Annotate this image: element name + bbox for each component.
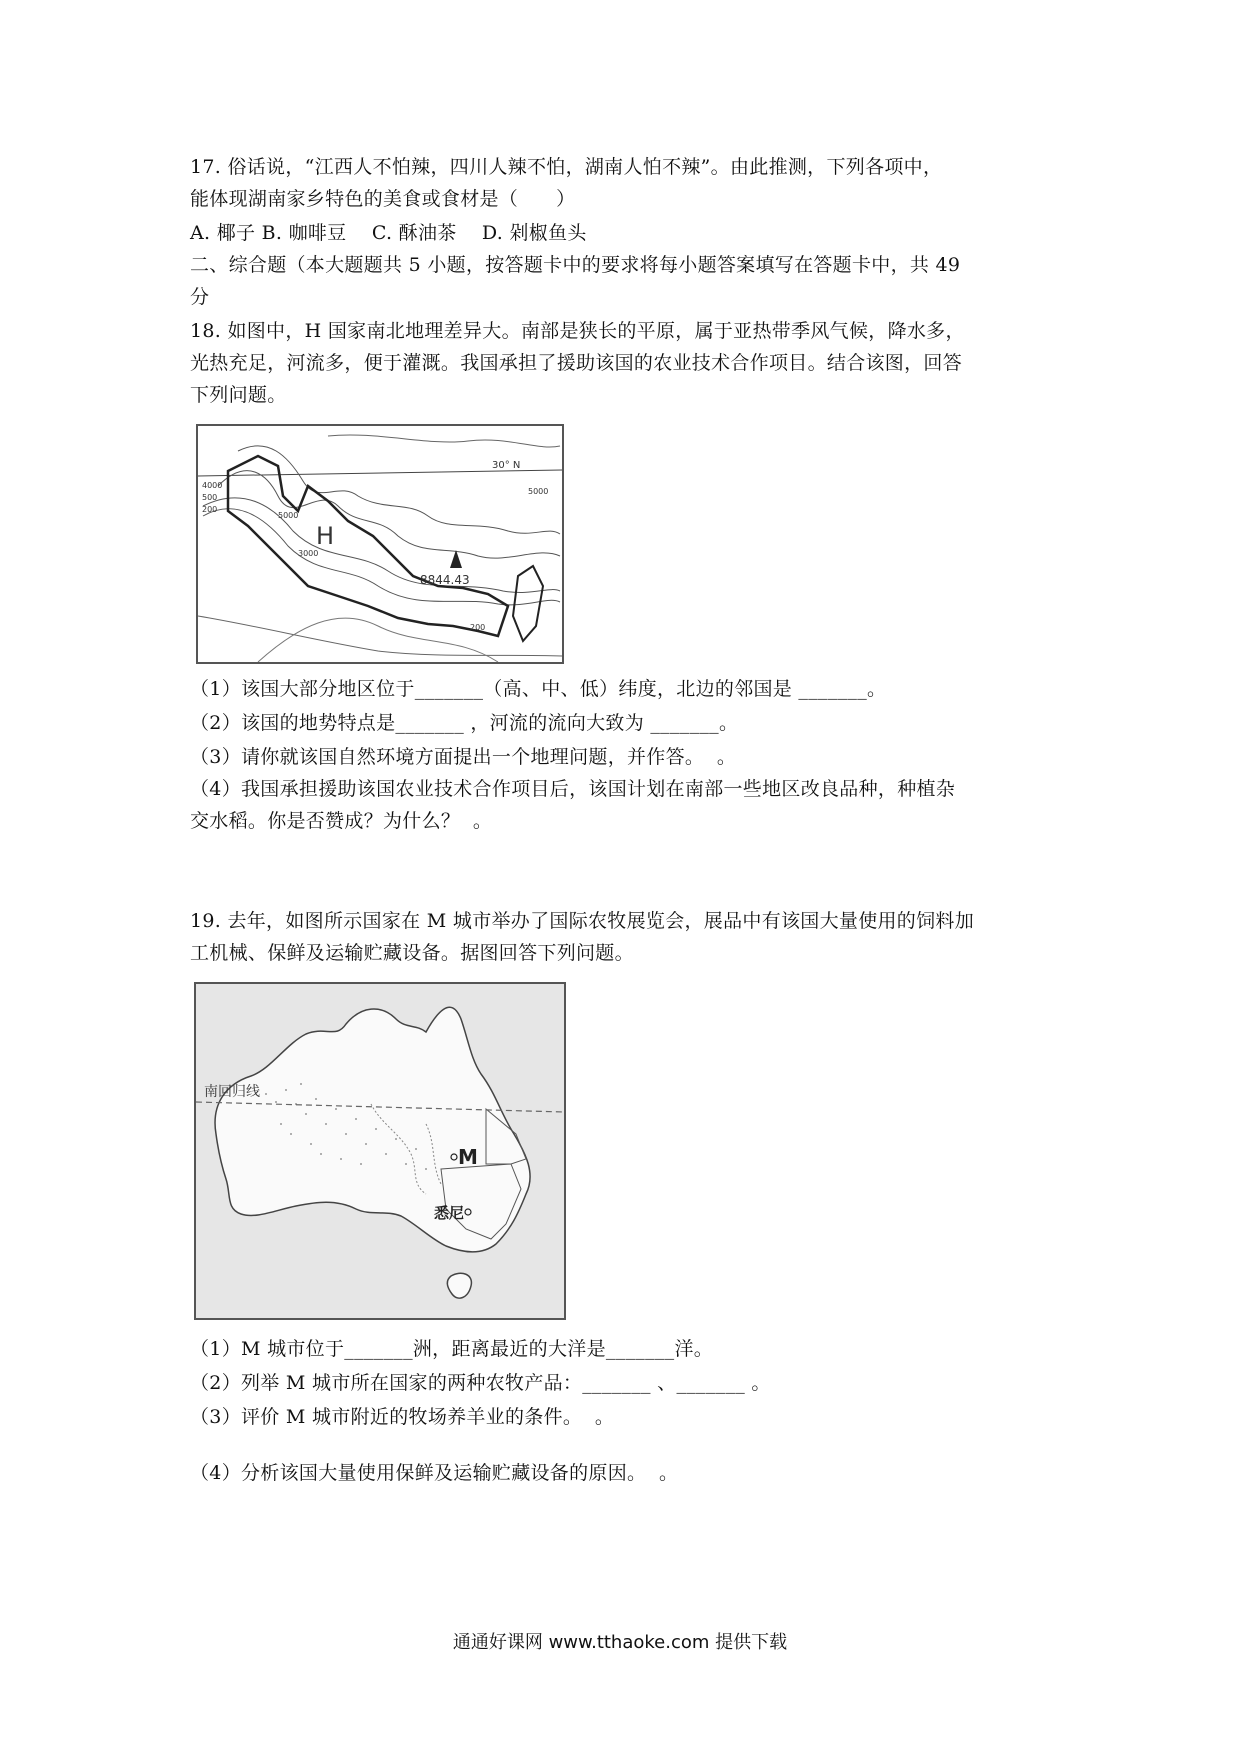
contour-label: 3000	[298, 549, 319, 558]
q18-sub4-line2: 交水稻。你是否赞成？为什么？ 。	[190, 810, 493, 832]
q18-line3: 下列问题。	[190, 384, 287, 406]
q19-sub4: （4）分析该国大量使用保鲜及运输贮藏设备的原因。 。	[190, 1462, 679, 1484]
contour-label: 5000	[528, 487, 549, 496]
city-m-label: M	[458, 1145, 478, 1169]
australia-map	[194, 982, 566, 1320]
contour-label: 200	[202, 505, 218, 514]
latitude-label: 30° N	[492, 460, 521, 471]
footer-credit: 通通好课网 www.tthaoke.com 提供下载	[452, 1632, 788, 1653]
q17-line1: 17. 俗话说，“江西人不怕辣，四川人辣不怕，湖南人怕不辣”。由此推测，下列各项中，	[190, 156, 943, 178]
tropic-label: 南回归线	[204, 1084, 260, 1100]
section2-line1: 二、综合题（本大题题共 5 小题，按答题卡中的要求将每小题答案填写在答题卡中，共 49	[190, 254, 961, 276]
contour-label: 4000	[202, 481, 223, 490]
q19-sub3: （3）评价 M 城市附近的牧场养羊业的条件。 。	[190, 1406, 615, 1428]
peak-elevation-label: 8844.43	[420, 573, 470, 587]
q18-sub4-line1: （4）我国承担援助该国农业技术合作项目后，该国计划在南部一些地区改良品种，种植杂	[190, 778, 956, 800]
section2-line2: 分	[190, 286, 210, 308]
nepal-map	[196, 424, 564, 664]
q19-sub1: （1）M 城市位于_______洲，距离最近的大洋是_______洋。	[190, 1338, 714, 1360]
country-h-label: H	[316, 522, 335, 550]
q18-sub2: （2）该国的地势特点是_______ ，河流的流向大致为 _______。	[190, 712, 739, 734]
q17-options: A. 椰子 B. 咖啡豆 C. 酥油茶 D. 剁椒鱼头	[190, 222, 587, 244]
q18-line1: 18. 如图中，H 国家南北地理差异大。南部是狭长的平原，属于亚热带季风气候，降水多，	[190, 320, 965, 342]
q18-sub1: （1）该国大部分地区位于_______（高、中、低）纬度，北边的邻国是 _______。	[190, 678, 887, 700]
contour-label: 500	[202, 493, 218, 502]
q17-line2: 能体现湖南家乡特色的美食或食材是（ ）	[190, 188, 576, 210]
contour-label: 200	[470, 623, 486, 632]
contour-label: 5000	[278, 511, 299, 520]
q18-sub3: （3）请你就该国自然环境方面提出一个地理问题，并作答。 。	[190, 746, 737, 768]
q19-sub2: （2）列举 M 城市所在国家的两种农牧产品：_______ 、_______ 。	[190, 1372, 771, 1394]
city-sydney-label: 悉尼	[434, 1204, 465, 1222]
q19-line2: 工机械、保鲜及运输贮藏设备。据图回答下列问题。	[190, 942, 634, 964]
q18-line2: 光热充足，河流多，便于灌溉。我国承担了援助该国的农业技术合作项目。结合该图，回答	[190, 352, 963, 374]
q19-line1: 19. 去年，如图所示国家在 M 城市举办了国际农牧展览会，展品中有该国大量使用的饲料加	[190, 910, 974, 932]
